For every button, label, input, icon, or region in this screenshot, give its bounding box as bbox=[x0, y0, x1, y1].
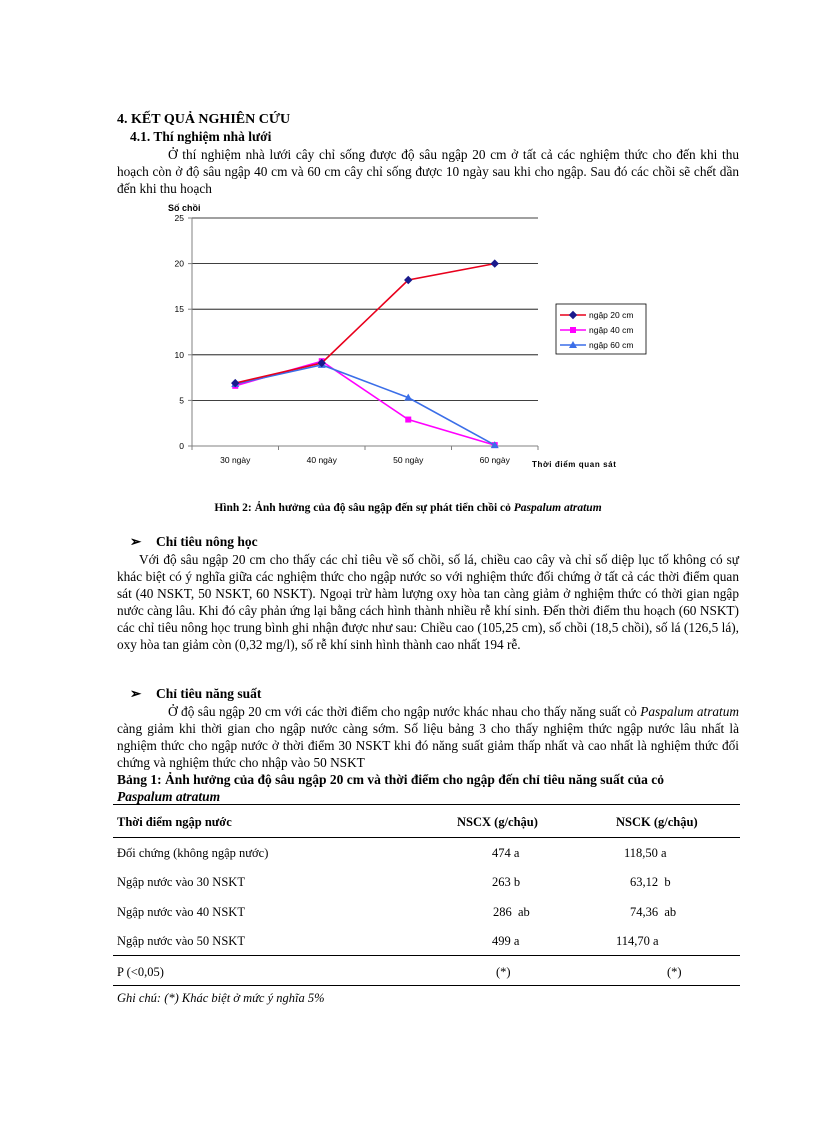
bullet-agronomic bbox=[130, 534, 258, 550]
y-tick-label: 25 bbox=[174, 213, 184, 223]
y-tick-label: 5 bbox=[179, 395, 184, 406]
table-row-1-nscx: 474 a bbox=[492, 846, 520, 860]
table-row-1-label: Đối chứng (không ngập nước) bbox=[117, 846, 269, 860]
table-title-text: Bảng 1: Ảnh hưởng của độ sâu ngập 20 cm và thời điểm cho ngập đến chỉ tiêu năng suất của cỏ bbox=[117, 772, 665, 787]
y-tick-labels bbox=[175, 213, 185, 451]
legend-label: ngập 40 cm bbox=[589, 325, 634, 335]
y-tick-label: 15 bbox=[174, 304, 184, 315]
figure-caption-text: Hình 2: Ảnh hưởng của độ sâu ngập đến sự phát tiển chồi cỏ bbox=[214, 502, 511, 514]
x-tick-labels bbox=[192, 446, 538, 465]
table-header-col3: NSCK (g/chậu) bbox=[616, 815, 698, 829]
table-title bbox=[117, 771, 739, 805]
x-tick-label: 40 ngày bbox=[306, 455, 337, 465]
x-tick-label: 60 ngày bbox=[479, 455, 510, 465]
legend-swatch-marker bbox=[570, 327, 576, 333]
bullet-agronomic-label: Chỉ tiêu nông học bbox=[156, 534, 258, 549]
paragraph-1: Ở thí nghiệm nhà lưới cây chỉ sống được độ sâu ngập 20 cm ở tất cả các nghiệm thức cho đến khi thu hoạch còn ở độ sâu ngập 40 cm và 60 cm cây chỉ sống được 10 ngày sau khi cho ngập. Sau đó các chồi sẽ chết dần đến khi thu hoạch bbox=[117, 147, 739, 196]
table-row-4-nscx: 499 a bbox=[492, 934, 520, 948]
legend-label: ngập 60 cm bbox=[589, 340, 634, 350]
data-point bbox=[491, 260, 498, 267]
section-heading: 4. KẾT QUẢ NGHIÊN CỨU bbox=[117, 112, 291, 127]
table-body-rule bbox=[113, 955, 740, 956]
subsection-heading: 4.1. Thí nghiệm nhà lưới bbox=[130, 129, 272, 144]
table-row-4-label: Ngập nước vào 50 NSKT bbox=[117, 934, 245, 948]
y-tick-label: 10 bbox=[174, 349, 184, 360]
figure-caption bbox=[0, 502, 816, 514]
bullet-yield bbox=[130, 686, 261, 702]
series-line bbox=[235, 264, 495, 383]
x-tick-label: 50 ngày bbox=[393, 455, 424, 465]
table-footer-label: P (<0,05) bbox=[117, 965, 164, 979]
y-tick-label: 20 bbox=[174, 258, 184, 269]
chart-gridlines bbox=[188, 218, 538, 446]
table-footer-nscx: (*) bbox=[496, 965, 511, 979]
x-axis-title: Thời điểm quan sát bbox=[532, 460, 617, 469]
table-header-col1: Thời điểm ngập nước bbox=[117, 815, 232, 829]
table-row-4-nsck: 114,70 a bbox=[616, 934, 659, 948]
arrow-bullet-icon: ➢ bbox=[130, 534, 142, 549]
paragraph-3-part-b: càng giảm khi thời gian cho ngập nước càng sớm. Số liệu bảng 3 cho thấy nghiệm thức ngập nước lâu nhất là nghiệm thức cho ngập nước ở thời điểm 30 NSKT khi đó năng suất giảm thấp nhất và cao nhất là nghiệm thức đối chứng và nghiệm thức cho nhập vào 50 NSKT bbox=[117, 721, 739, 770]
series-ngập 20 cm bbox=[232, 260, 499, 386]
table-header-col2: NSCX (g/chậu) bbox=[457, 815, 538, 829]
series-ngập 40 cm bbox=[232, 358, 498, 448]
paragraph-3 bbox=[117, 703, 739, 771]
legend-label: ngập 20 cm bbox=[589, 310, 634, 320]
data-point bbox=[405, 417, 411, 423]
table-row-2-nsck: 63,12 b bbox=[630, 875, 671, 889]
table-row-1-nsck: 118,50 a bbox=[624, 846, 667, 860]
table-row-2-label: Ngập nước vào 30 NSKT bbox=[117, 875, 245, 889]
shoot-count-line-chart bbox=[140, 198, 660, 478]
x-tick-label: 30 ngày bbox=[220, 455, 251, 465]
figure-caption-species: Paspalum atratum bbox=[513, 502, 602, 514]
chart-series bbox=[231, 260, 499, 448]
paragraph-2: Với độ sâu ngập 20 cm cho thấy các chỉ tiêu về số chồi, số lá, chiều cao cây và chỉ số diệp lục tố không có sự khác biệt có ý nghĩa giữa các nghiệm thức cho ngập nước so với nghiệm thức đối chứng ở tất cả các thời điểm quan sát (40 NSKT, 50 NSKT, 60 NSKT). Ngoại trừ hàm lượng oxy hòa tan càng giảm ở nghiệm thức có thời gian ngập nước càng lâu. Khi đó cây phản ứng lại bằng cách hình thành nhiều rễ khí sinh. Đến thời điểm thu hoạch (60 NSKT) các chỉ tiêu nông học trung bình ghi nhận được như sau: Chiều cao (105,25 cm), số chồi (18,5 chồi), số lá (126,5 lá), oxy hòa tan giảm còn (0,32 mg/l), số rễ khí sinh hình thành cao nhất 194 rễ. bbox=[117, 552, 739, 652]
table-top-rule bbox=[113, 804, 740, 805]
chart-legend bbox=[556, 304, 646, 354]
table-row-3-nsck: 74,36 ab bbox=[630, 905, 677, 919]
y-axis-title: Số chồi bbox=[168, 203, 201, 213]
paragraph-3-species: Paspalum atratum bbox=[640, 704, 740, 719]
table-title-species: Paspalum atratum bbox=[117, 789, 221, 804]
table-footer-nsck: (*) bbox=[667, 965, 682, 979]
paragraph-3-part-a: Ở độ sâu ngập 20 cm với các thời điểm cho ngập nước khác nhau cho thấy năng suất cỏ bbox=[168, 704, 637, 719]
table-bottom-rule bbox=[113, 985, 740, 986]
arrow-bullet-icon: ➢ bbox=[130, 686, 142, 701]
table-row-2-nscx: 263 b bbox=[492, 875, 521, 889]
table-row-3-label: Ngập nước vào 40 NSKT bbox=[117, 905, 245, 919]
table-note: Ghi chú: (*) Khác biệt ở mức ý nghĩa 5% bbox=[117, 991, 325, 1005]
y-tick-label: 0 bbox=[179, 441, 184, 451]
bullet-yield-label: Chỉ tiêu năng suất bbox=[156, 686, 262, 701]
table-row-3-nscx: 286 ab bbox=[493, 905, 530, 919]
table-header-rule bbox=[113, 837, 740, 838]
